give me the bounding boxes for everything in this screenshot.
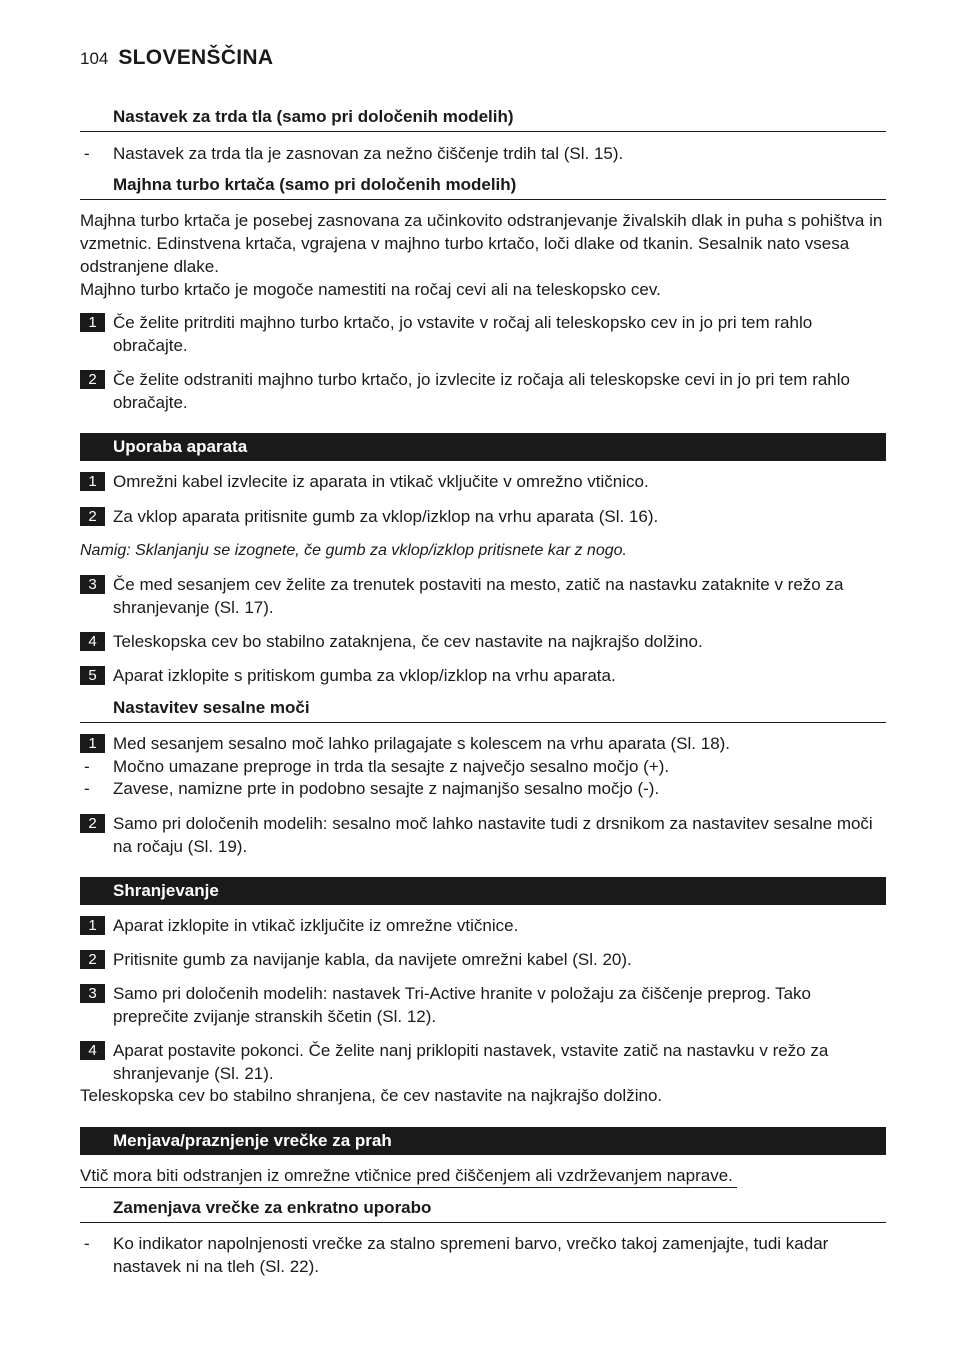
step-number: 1 [80, 472, 105, 491]
step-number: 2 [80, 370, 105, 389]
turbo-brush-heading: Majhna turbo krtača (samo pri določenih modelih) [113, 175, 517, 194]
step-number: 2 [80, 507, 105, 526]
divider [80, 1222, 886, 1223]
step-number: 2 [80, 814, 105, 833]
dash-bullet: - [84, 144, 90, 163]
dash-bullet: - [84, 779, 90, 798]
divider [80, 131, 886, 132]
hard-floor-heading: Nastavek za trda tla (samo pri določenih modelih) [113, 107, 514, 126]
divider [80, 722, 886, 723]
turbo-brush-description: Majhna turbo krtača je posebej zasnovana za učinkovito odstranjevanje živalskih dlak in puha s pohištva in vzmetnic. Edinstvena krtača, vgrajena v majhno turbo krtačo, loči dlake od tkanin. Sesalnik nato vsesa odstranjene dlake. [80, 211, 883, 276]
step-number: 3 [80, 575, 105, 594]
divider [80, 199, 886, 200]
disposable-bag-heading: Zamenjava vrečke za enkratno uporabo [113, 1198, 432, 1217]
section-heading-storage: Shranjevanje [80, 877, 886, 905]
section-heading-using: Uporaba aparata [80, 433, 886, 461]
step-number: 4 [80, 1041, 105, 1060]
dash-bullet: - [84, 757, 90, 776]
step-number: 1 [80, 916, 105, 935]
turbo-brush-mount-note: Majhno turbo krtačo je mogoče namestiti na ročaj cevi ali na teleskopsko cev. [80, 280, 661, 299]
suction-heading: Nastavitev sesalne moči [113, 698, 310, 717]
page-header [80, 46, 273, 70]
storage-note: Teleskopska cev bo stabilno shranjena, če cev nastavite na najkrajšo dolžino. [80, 1086, 663, 1105]
step-number: 2 [80, 950, 105, 969]
page-number: 104 [80, 49, 109, 68]
tip-text: Namig: Sklanjanju se izognete, če gumb za vklop/izklop pritisnete kar z nogo. [80, 542, 627, 559]
dash-bullet: - [84, 1234, 90, 1253]
step-number: 5 [80, 666, 105, 685]
step-number: 3 [80, 984, 105, 1003]
step-number: 4 [80, 632, 105, 651]
warning-text: Vtič mora biti odstranjen iz omrežne vtičnice pred čiščenjem ali vzdrževanjem naprave. [80, 1164, 737, 1188]
step-number: 1 [80, 313, 105, 332]
step-number: 1 [80, 734, 105, 753]
language-title: SLOVENŠČINA [118, 46, 274, 69]
section-heading-dustbag: Menjava/praznjenje vrečke za prah [80, 1127, 886, 1155]
